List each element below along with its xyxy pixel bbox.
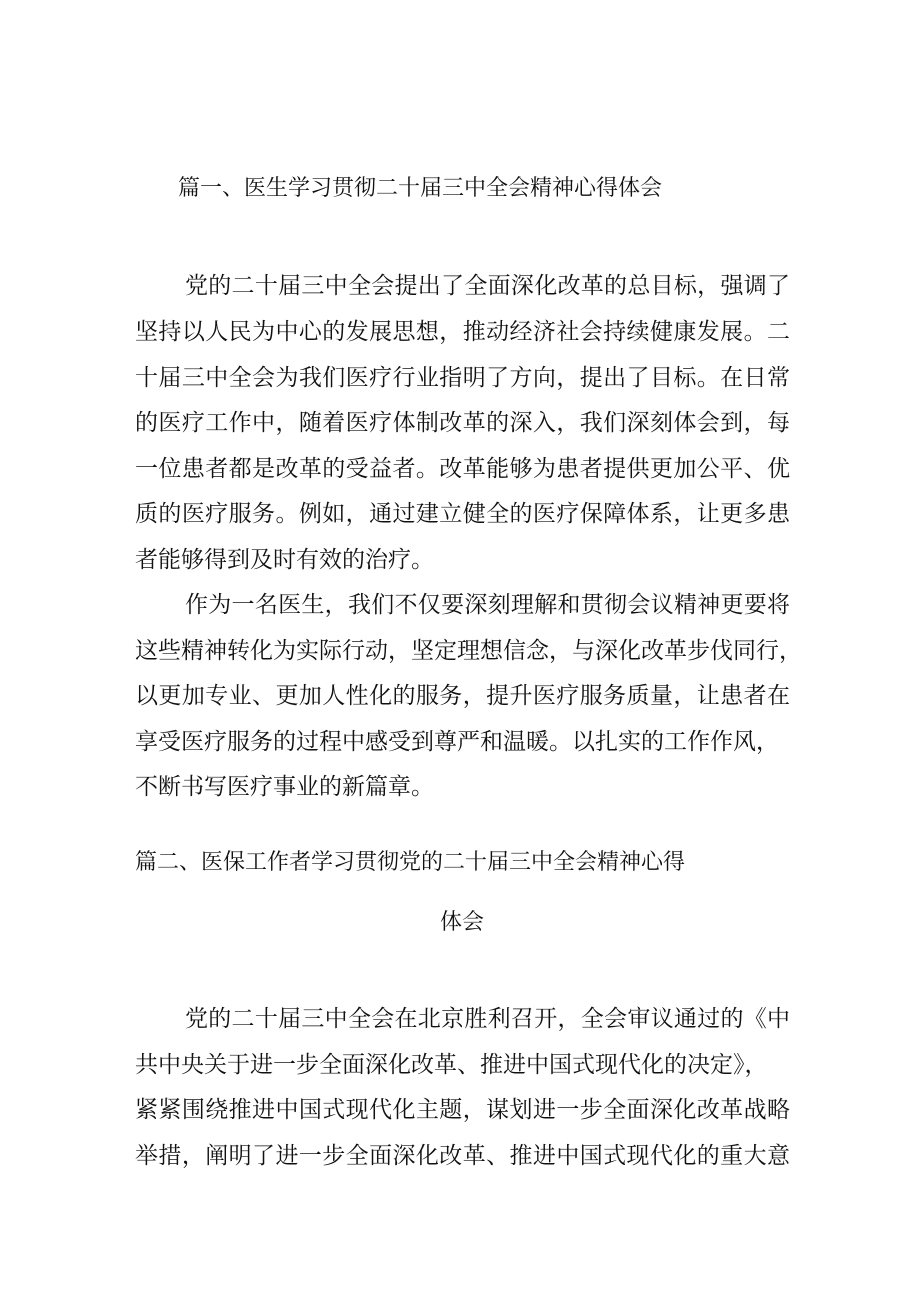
section1-paragraph1-line3: 十届三中全会为我们医疗行业指明了方向，提出了目标。在日常 <box>135 365 790 391</box>
section2-paragraph1-line1: 党的二十届三中全会在北京胜利召开，全会审议通过的《中 <box>185 1006 790 1032</box>
section1-paragraph1-line4: 的医疗工作中，随着医疗体制改革的深入，我们深刻体会到，每 <box>135 410 790 436</box>
section1-paragraph2-line2: 这些精神转化为实际行动，坚定理想信念，与深化改革步伐同行， <box>135 638 802 664</box>
section1-title: 篇一、医生学习贯彻二十届三中全会精神心得体会 <box>178 176 663 201</box>
section1-paragraph2-line1: 作为一名医生，我们不仅要深刻理解和贯彻会议精神更要将 <box>185 592 790 618</box>
section1-paragraph1-line1: 党的二十届三中全会提出了全面深化改革的总目标，强调了 <box>185 273 790 299</box>
section2-title-line2: 体会 <box>440 910 485 935</box>
section1-paragraph2-line5: 不断书写医疗事业的新篇章。 <box>135 774 434 800</box>
section2-paragraph1-line3: 紧紧围绕推进中国式现代化主题，谋划进一步全面深化改革战略 <box>135 1097 790 1123</box>
section2-title-line1: 篇二、医保工作者学习贯彻党的二十届三中全会精神心得 <box>135 850 686 875</box>
section2-paragraph1-line2: 共中央关于进一步全面深化改革、推进中国式现代化的决定》， <box>135 1052 768 1078</box>
section1-paragraph1-line2: 坚持以人民为中心的发展思想，推动经济社会持续健康发展。二 <box>135 319 790 345</box>
section1-paragraph1-line7: 者能够得到及时有效的治疗。 <box>135 547 434 573</box>
section1-paragraph1-line5: 一位患者都是改革的受益者。改革能够为患者提供更加公平、优 <box>135 456 790 482</box>
section1-paragraph2-line3: 以更加专业、更加人性化的服务，提升医疗服务质量，让患者在 <box>135 683 790 709</box>
section1-paragraph1-line6: 质的医疗服务。例如，通过建立健全的医疗保障体系，让更多患 <box>135 501 790 527</box>
section2-paragraph1-line4: 举措，阐明了进一步全面深化改革、推进中国式现代化的重大意 <box>135 1143 790 1169</box>
section1-paragraph2-line4: 享受医疗服务的过程中感受到尊严和温暖。以扎实的工作作风， <box>135 729 779 755</box>
